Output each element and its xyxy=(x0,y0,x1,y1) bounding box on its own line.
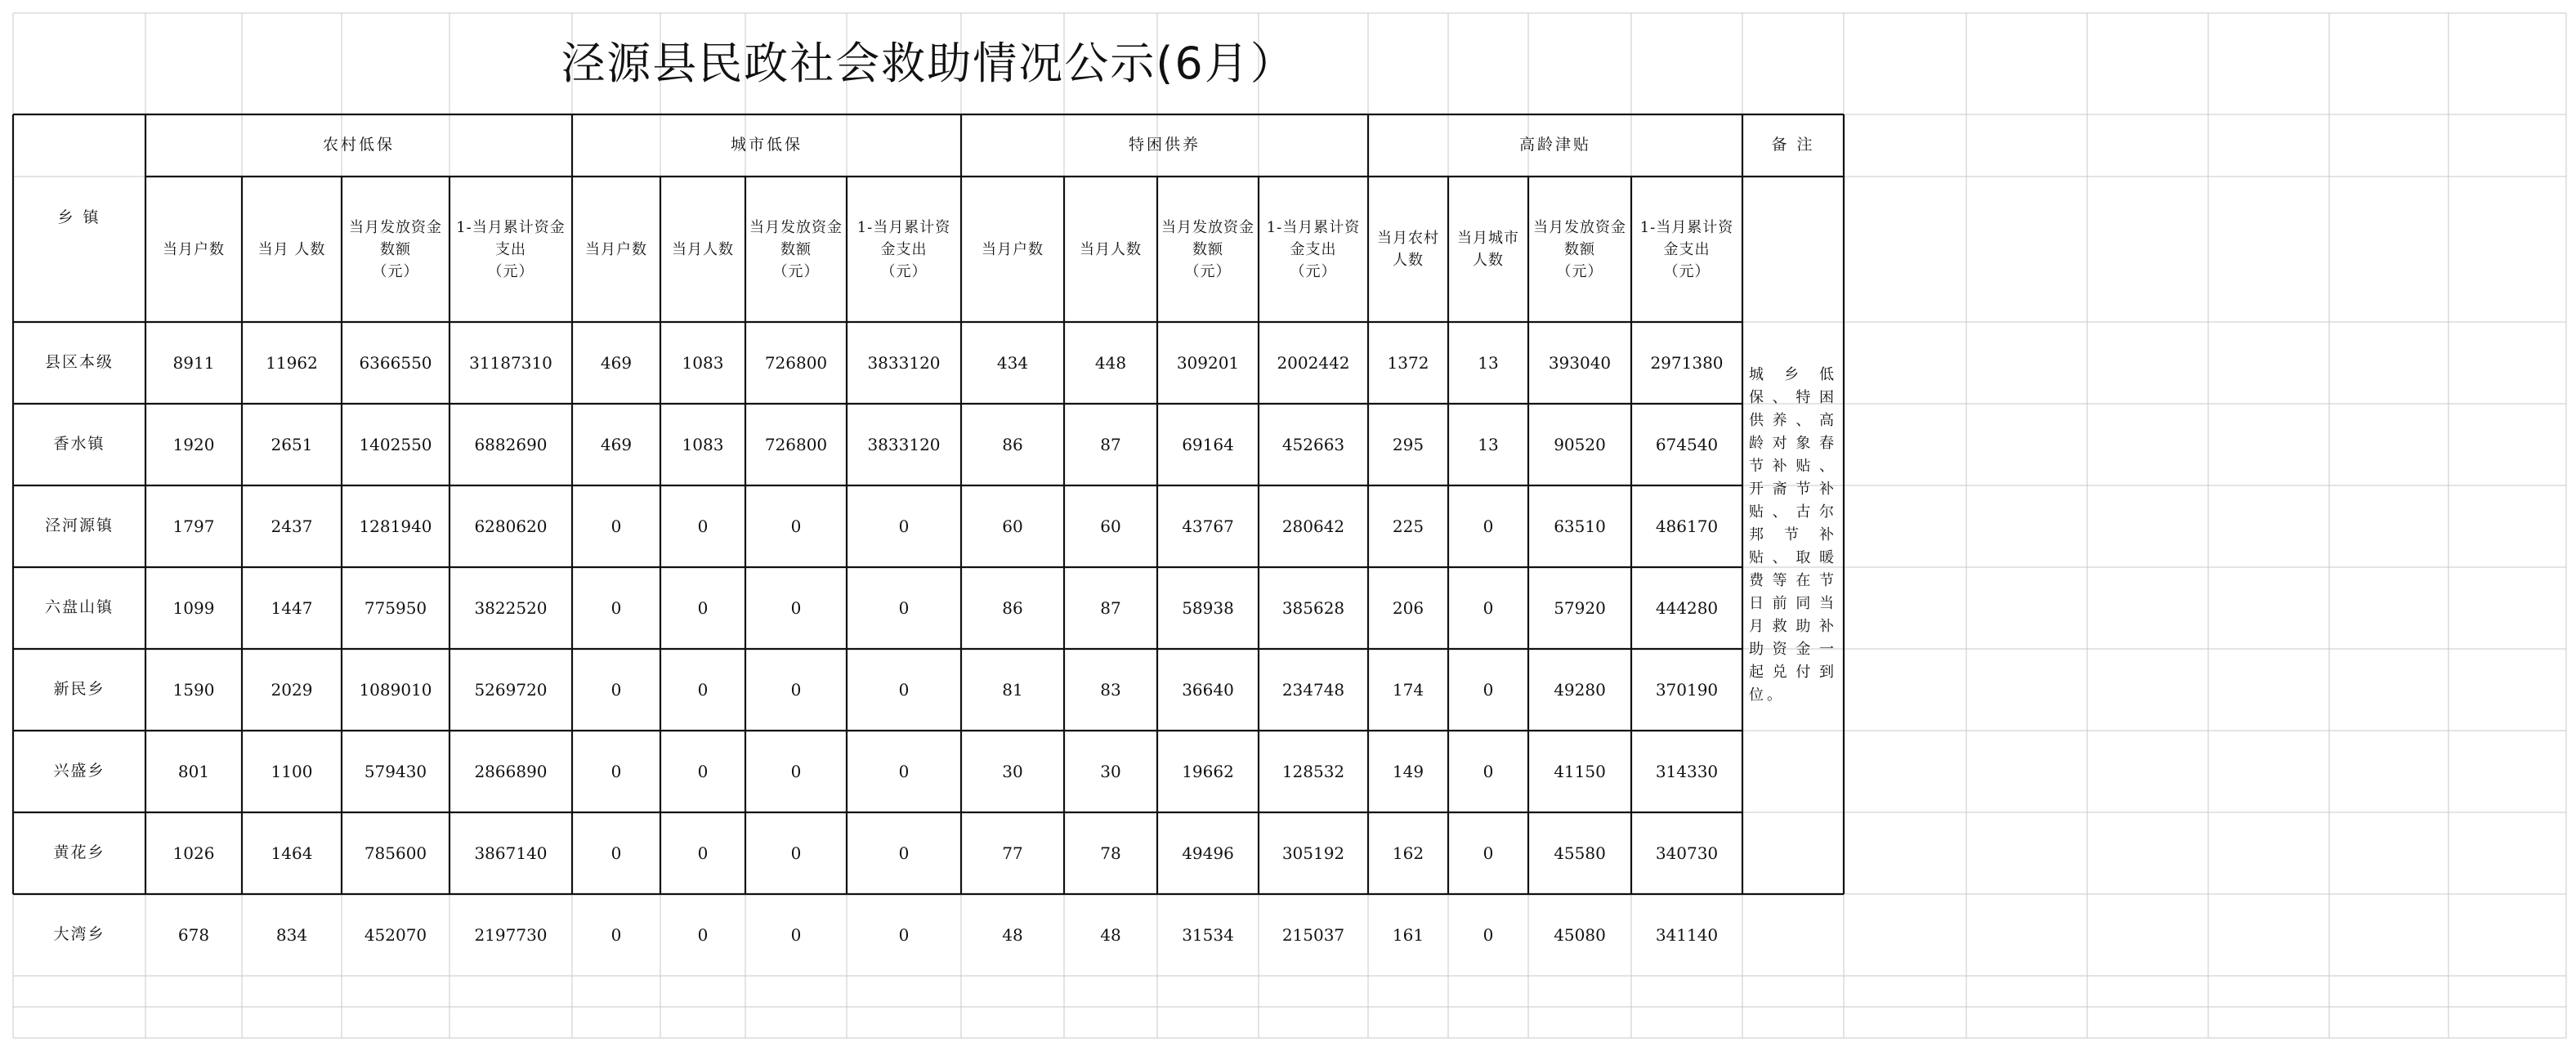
header-subcolumn: 1-当月累计资金支出 （元） xyxy=(856,218,951,280)
table-cell-value: 11962 xyxy=(266,352,318,373)
header-subcolumn: 当月人数 xyxy=(672,240,734,258)
row-town-name: 黄花乡 xyxy=(53,843,105,862)
table-cell-value: 2866890 xyxy=(474,761,548,781)
table-cell-value: 1281940 xyxy=(359,516,432,536)
table-cell-value: 2971380 xyxy=(1650,352,1724,373)
table-cell-value: 49496 xyxy=(1182,843,1234,863)
table-cell-value: 0 xyxy=(790,597,802,618)
table-cell-value: 0 xyxy=(697,679,709,700)
table-cell-value: 225 xyxy=(1392,516,1424,536)
table-cell-value: 1372 xyxy=(1387,352,1429,373)
table-cell-value: 674540 xyxy=(1655,434,1719,454)
table-cell-value: 314330 xyxy=(1655,761,1719,781)
table-cell-value: 83 xyxy=(1100,679,1121,700)
header-group-rural: 农村低保 xyxy=(322,136,395,154)
header-subcolumn: 1-当月累计资金支出 （元） xyxy=(1266,218,1361,280)
table-cell-value: 48 xyxy=(1100,924,1121,945)
table-cell-value: 0 xyxy=(790,924,802,945)
row-town-name: 香水镇 xyxy=(53,435,105,454)
table-cell-value: 1083 xyxy=(682,434,724,454)
table-cell-value: 486170 xyxy=(1655,516,1719,536)
table-cell-value: 785600 xyxy=(364,843,427,863)
remarks-note: 城乡低保、特困供养、高龄对象春节补贴、开斋节补贴、古尔邦节补贴、取暖费等在节日前同当月救助补助资金一起兑付到位。 xyxy=(1749,366,1837,704)
table-cell-value: 3822520 xyxy=(474,597,548,618)
header-subcolumn: 当月户数 xyxy=(585,240,647,258)
table-cell-value: 6280620 xyxy=(474,516,548,536)
table-cell-value: 41150 xyxy=(1554,761,1606,781)
table-cell-value: 60 xyxy=(1100,516,1121,536)
table-cell-value: 1590 xyxy=(172,679,215,700)
row-town-name: 大湾乡 xyxy=(53,925,105,944)
header-town: 乡 镇 xyxy=(57,208,101,227)
table-cell-value: 0 xyxy=(1483,597,1494,618)
header-subcolumn: 当月户数 xyxy=(982,240,1044,258)
table-cell-value: 444280 xyxy=(1655,597,1719,618)
header-subcolumn: 当月户数 xyxy=(163,240,225,258)
table-cell-value: 309201 xyxy=(1176,352,1240,373)
table-cell-value: 0 xyxy=(610,597,622,618)
table-cell-value: 6366550 xyxy=(359,352,432,373)
header-subcolumn: 当月人数 xyxy=(1080,240,1142,258)
table-cell-value: 0 xyxy=(1483,924,1494,945)
table-cell-value: 1464 xyxy=(271,843,313,863)
table-cell-value: 448 xyxy=(1094,352,1127,373)
table-cell-value: 86 xyxy=(1002,434,1023,454)
table-cell-value: 0 xyxy=(697,924,709,945)
table-cell-value: 6882690 xyxy=(474,434,548,454)
table-cell-value: 43767 xyxy=(1182,516,1234,536)
table-cell-value: 215037 xyxy=(1281,924,1345,945)
table-cell-value: 1920 xyxy=(172,434,215,454)
table-cell-value: 162 xyxy=(1392,843,1424,863)
table-cell-value: 60 xyxy=(1002,516,1023,536)
table-cell-value: 0 xyxy=(790,843,802,863)
table-cell-value: 206 xyxy=(1392,597,1424,618)
table-cell-value: 469 xyxy=(600,434,633,454)
table-cell-value: 78 xyxy=(1100,843,1121,863)
table-cell-value: 1447 xyxy=(271,597,313,618)
table-cell-value: 48 xyxy=(1002,924,1023,945)
header-subcolumn: 1-当月累计资金支出 （元） xyxy=(456,218,566,280)
table-cell-value: 0 xyxy=(697,597,709,618)
table-cell-value: 31187310 xyxy=(469,352,552,373)
table-cell-value: 77 xyxy=(1002,843,1023,863)
table-cell-value: 0 xyxy=(898,679,910,700)
table-cell-value: 36640 xyxy=(1182,679,1234,700)
table-cell-value: 0 xyxy=(610,843,622,863)
header-subcolumn: 当月城市人数 xyxy=(1457,230,1519,269)
table-cell-value: 1083 xyxy=(682,352,724,373)
header-remarks: 备 注 xyxy=(1771,136,1815,154)
table-cell-value: 86 xyxy=(1002,597,1023,618)
table-cell-value: 0 xyxy=(610,924,622,945)
table-cell-value: 305192 xyxy=(1281,843,1345,863)
table-cell-value: 469 xyxy=(600,352,633,373)
table-cell-value: 834 xyxy=(275,924,308,945)
table-cell-value: 1099 xyxy=(172,597,215,618)
table-cell-value: 234748 xyxy=(1281,679,1345,700)
row-town-name: 泾河源镇 xyxy=(44,517,114,535)
table-cell-value: 149 xyxy=(1392,761,1424,781)
table-cell-value: 341140 xyxy=(1655,924,1719,945)
table-cell-value: 385628 xyxy=(1281,597,1345,618)
table-cell-value: 19662 xyxy=(1182,761,1234,781)
header-subcolumn: 当月发放资金数额 （元） xyxy=(749,218,843,280)
table-cell-value: 5269720 xyxy=(474,679,548,700)
table-cell-value: 45580 xyxy=(1554,843,1606,863)
table-cell-value: 3833120 xyxy=(867,352,941,373)
header-group-elderly: 高龄津贴 xyxy=(1518,136,1591,154)
table-cell-value: 69164 xyxy=(1182,434,1234,454)
table-cell-value: 58938 xyxy=(1182,597,1234,618)
table-cell-value: 128532 xyxy=(1281,761,1345,781)
table-cell-value: 2651 xyxy=(271,434,313,454)
table-cell-value: 1089010 xyxy=(359,679,432,700)
table-cell-value: 0 xyxy=(790,679,802,700)
row-town-name: 兴盛乡 xyxy=(53,762,105,780)
table-cell-value: 57920 xyxy=(1554,597,1606,618)
table-cell-value: 3833120 xyxy=(867,434,941,454)
table-cell-value: 49280 xyxy=(1554,679,1606,700)
table-cell-value: 8911 xyxy=(172,352,215,373)
table-cell-value: 90520 xyxy=(1554,434,1606,454)
table-cell-value: 0 xyxy=(610,679,622,700)
table-cell-value: 0 xyxy=(898,761,910,781)
table-cell-value: 726800 xyxy=(764,434,828,454)
table-cell-value: 452070 xyxy=(364,924,427,945)
table-cell-value: 452663 xyxy=(1281,434,1345,454)
table-cell-value: 1402550 xyxy=(359,434,432,454)
table-cell-value: 0 xyxy=(790,761,802,781)
table-cell-value: 0 xyxy=(1483,761,1494,781)
table-cell-value: 2437 xyxy=(271,516,313,536)
table-cell-value: 30 xyxy=(1002,761,1023,781)
table-cell-value: 0 xyxy=(610,761,622,781)
table-cell-value: 87 xyxy=(1100,434,1121,454)
header-subcolumn: 当月发放资金数额 （元） xyxy=(349,218,442,280)
table-cell-value: 678 xyxy=(177,924,210,945)
header-subcolumn: 1-当月累计资金支出 （元） xyxy=(1639,218,1734,280)
table-cell-value: 0 xyxy=(898,516,910,536)
table-cell-value: 13 xyxy=(1478,434,1499,454)
header-subcolumn: 当月发放资金数额 （元） xyxy=(1161,218,1254,280)
table-cell-value: 0 xyxy=(697,761,709,781)
table-cell-value: 0 xyxy=(898,924,910,945)
table-cell-value: 393040 xyxy=(1548,352,1612,373)
table-cell-value: 0 xyxy=(697,516,709,536)
header-subcolumn: 当月 人数 xyxy=(257,240,326,258)
table-cell-value: 2197730 xyxy=(474,924,548,945)
table-cell-value: 295 xyxy=(1392,434,1424,454)
table-cell-value: 0 xyxy=(697,843,709,863)
table-cell-value: 0 xyxy=(898,843,910,863)
table-cell-value: 0 xyxy=(610,516,622,536)
header-subcolumn: 当月发放资金数额 （元） xyxy=(1533,218,1626,280)
table-cell-value: 81 xyxy=(1002,679,1023,700)
table-cell-value: 434 xyxy=(996,352,1029,373)
table-cell-value: 1100 xyxy=(271,761,313,781)
page-title: 泾源县民政社会救助情况公示(6月） xyxy=(561,37,1296,89)
header-subcolumn: 当月农村人数 xyxy=(1377,230,1439,269)
table-cell-value: 775950 xyxy=(364,597,427,618)
table-cell-value: 0 xyxy=(790,516,802,536)
table-cell-value: 30 xyxy=(1100,761,1121,781)
table-cell-value: 579430 xyxy=(364,761,427,781)
table-cell-value: 31534 xyxy=(1182,924,1234,945)
table-cell-value: 2029 xyxy=(271,679,313,700)
table-cell-value: 3867140 xyxy=(474,843,548,863)
table-cell-value: 174 xyxy=(1392,679,1424,700)
header-group-special: 特困供养 xyxy=(1128,136,1201,154)
table-cell-value: 0 xyxy=(898,597,910,618)
table-cell-value: 1797 xyxy=(172,516,215,536)
table-cell-value: 161 xyxy=(1392,924,1424,945)
header-group-urban: 城市低保 xyxy=(730,136,803,154)
table-cell-value: 340730 xyxy=(1655,843,1719,863)
row-town-name: 县区本级 xyxy=(44,353,114,372)
table-cell-value: 1026 xyxy=(172,843,215,863)
table-cell-value: 0 xyxy=(1483,679,1494,700)
table-cell-value: 280642 xyxy=(1281,516,1345,536)
table-cell-value: 13 xyxy=(1478,352,1499,373)
table-cell-value: 2002442 xyxy=(1277,352,1350,373)
table-cell-value: 726800 xyxy=(764,352,828,373)
table-cell-value: 63510 xyxy=(1554,516,1606,536)
table-cell-value: 0 xyxy=(1483,843,1494,863)
table-cell-value: 370190 xyxy=(1655,679,1719,700)
row-town-name: 新民乡 xyxy=(53,680,105,699)
table-cell-value: 0 xyxy=(1483,516,1494,536)
table-cell-value: 45080 xyxy=(1554,924,1606,945)
row-town-name: 六盘山镇 xyxy=(44,598,114,617)
table-cell-value: 801 xyxy=(177,761,210,781)
table-cell-value: 87 xyxy=(1100,597,1121,618)
